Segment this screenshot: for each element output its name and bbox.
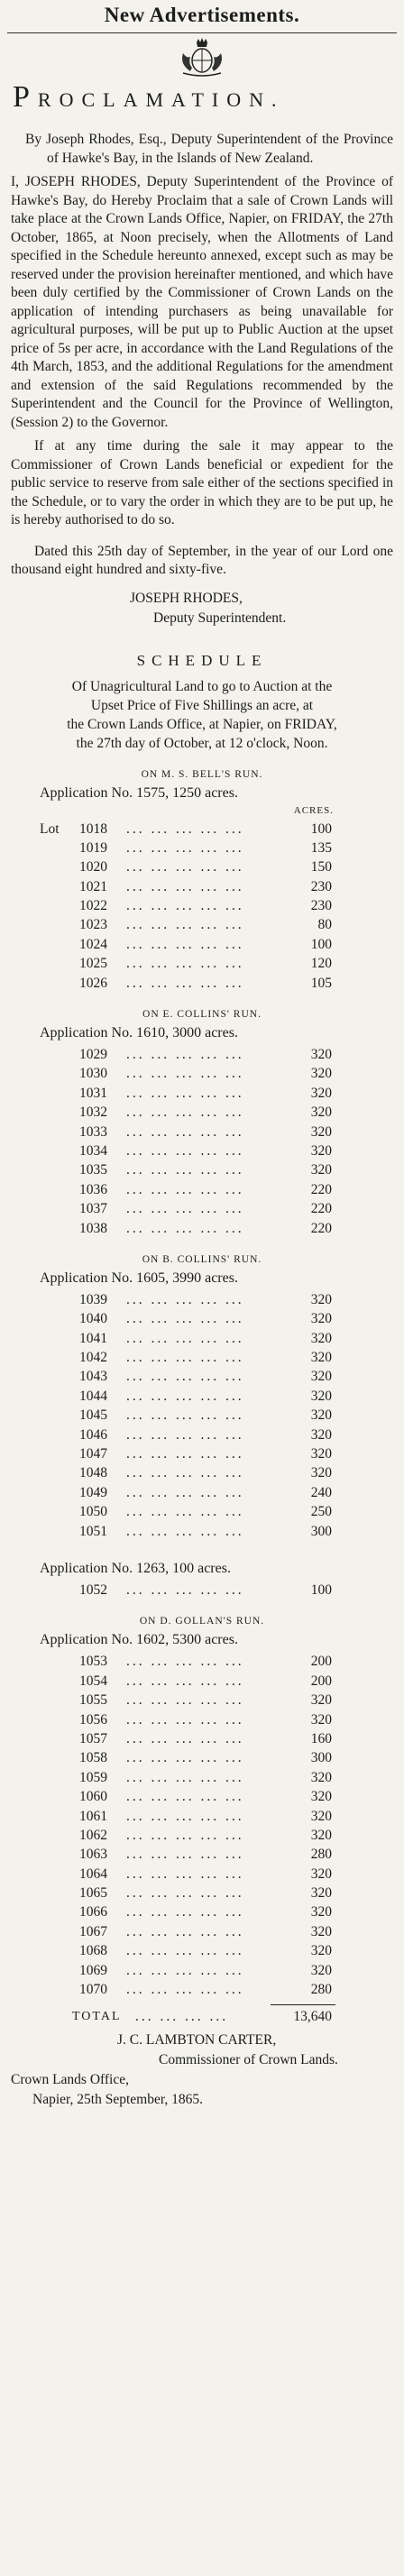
schedule-subtitle xyxy=(11,677,393,753)
lot-acres: 220 xyxy=(310,1181,332,1197)
leader-dots: ... ... ... ... ... xyxy=(126,1885,244,1902)
lot-row xyxy=(0,1103,404,1122)
lot-number: 1070 xyxy=(79,1982,107,1998)
lot-number: 1032 xyxy=(79,1105,107,1121)
leader-dots: ... ... ... ... ... xyxy=(126,1181,244,1197)
lot-acres: 320 xyxy=(310,1885,332,1902)
leader-dots: ... ... ... ... ... xyxy=(126,1866,244,1882)
leader-dots: ... ... ... ... ... xyxy=(126,1692,244,1709)
lot-acres: 320 xyxy=(310,1866,332,1882)
proclamation-heading xyxy=(13,80,404,115)
lot-acres: 320 xyxy=(310,1827,332,1843)
masthead-rule xyxy=(7,32,397,33)
lot-acres: 150 xyxy=(310,859,332,875)
lot-row xyxy=(0,1729,404,1748)
leader-dots: ... ... ... ... ... xyxy=(126,1484,244,1500)
lot-row xyxy=(0,1329,404,1348)
total-value: 13,640 xyxy=(293,2009,332,2025)
lot-number: 1025 xyxy=(79,956,107,972)
lot-acres: 320 xyxy=(310,1692,332,1709)
leader-dots: ... ... ... ... ... xyxy=(126,1407,244,1424)
lot-acres: 300 xyxy=(310,1523,332,1539)
schedule-subtitle-line: Upset Price of Five Shillings an acre, at xyxy=(90,697,314,713)
leader-dots: ... ... ... ... ... xyxy=(126,1201,244,1217)
lot-acres: 320 xyxy=(310,1047,332,1063)
lot-acres: 320 xyxy=(310,1085,332,1101)
lot-number: 1052 xyxy=(79,1582,107,1598)
lot-number: 1023 xyxy=(79,917,107,933)
application-line: Application No. 1575, 1250 acres. xyxy=(40,784,238,801)
leader-dots: ... ... ... ... ... xyxy=(126,1465,244,1481)
leader-dots: ... ... ... ... ... xyxy=(126,1291,244,1307)
lot-number: 1019 xyxy=(79,839,107,856)
lot-number: 1040 xyxy=(79,1311,107,1327)
lot-number: 1031 xyxy=(79,1085,107,1101)
lot-number: 1039 xyxy=(79,1291,107,1307)
signatory-name: JOSEPH RHODES, xyxy=(130,590,243,606)
lot-row xyxy=(0,1290,404,1309)
leader-dots: ... ... ... ... ... xyxy=(126,878,244,894)
lot-number: 1045 xyxy=(79,1407,107,1424)
leader-dots: ... ... ... ... ... xyxy=(126,1582,244,1598)
leader-dots: ... ... ... ... ... xyxy=(126,1523,244,1539)
place-date-line: Napier, 25th September, 1865. xyxy=(32,2092,204,2108)
lot-number: 1043 xyxy=(79,1369,107,1385)
leader-dots: ... ... ... ... ... xyxy=(126,1847,244,1863)
dated-paragraph: Dated this 25th day of September, in the year of our Lord one thousand eight hundred and sixty-five. xyxy=(11,543,393,577)
schedule-title: SCHEDULE xyxy=(136,651,268,669)
lot-acres: 80 xyxy=(317,917,332,933)
lot-row xyxy=(0,877,404,896)
lot-number: 1029 xyxy=(79,1047,107,1063)
proclamation-body: I, JOSEPH RHODES, Deputy Superintendent of the Province of Hawke's Bay, do Hereby Proclaim that a sale of Crown Lands will take place at the Crown Lands Office, Napier, on FRIDAY, the 27th October, 1865, at Noon precisely, when the Allotments of Land specified in the Schedule hereunto annexed, except such as may be reserved under the provision hereinafter mentioned, and which have been duly certified by the Commissioner of Crown Lands on the application of intending purchasers as being unavailable for agricultural purposes, will be put up to Public Auction at the upset price of 5s per acre, in accordance with the Land Regulations of the 4th March, 1853, and the additional Regulations for the amendment and extension of the said Regulations recommended by the Superintendent and the Council for the Province of Wellington, (Session 2) to the Governor. xyxy=(11,174,393,430)
lot-row xyxy=(0,1710,404,1729)
proclamation-initial: P xyxy=(13,80,38,114)
lot-acres: 320 xyxy=(310,1162,332,1178)
application-line: Application No. 1605, 3990 acres. xyxy=(40,1270,238,1286)
lot-row xyxy=(0,1367,404,1386)
lot-row xyxy=(0,1219,404,1238)
leader-dots: ... ... ... ... ... xyxy=(126,1504,244,1520)
lot-number: 1049 xyxy=(79,1484,107,1500)
lot-number: 1061 xyxy=(79,1808,107,1824)
footer-signature xyxy=(0,2031,404,2110)
application-line: Application No. 1610, 3000 acres. xyxy=(40,1025,238,1041)
lot-row xyxy=(0,1406,404,1425)
lot-row xyxy=(0,935,404,954)
total-row xyxy=(0,2005,404,2029)
lot-acres: 320 xyxy=(310,1123,332,1140)
lot-number: 1046 xyxy=(79,1426,107,1443)
lot-row xyxy=(0,1980,404,1999)
lot-acres: 320 xyxy=(310,1311,332,1327)
schedule-runs xyxy=(0,769,404,2000)
lot-number: 1058 xyxy=(79,1750,107,1766)
leader-dots: ... ... ... ... ... xyxy=(126,1123,244,1140)
lot-acres: 320 xyxy=(310,1369,332,1385)
leader-dots: ... ... ... ... ... xyxy=(126,1369,244,1385)
lot-acres: 100 xyxy=(310,936,332,952)
lot-acres: 320 xyxy=(310,1769,332,1785)
lot-acres: 320 xyxy=(310,1350,332,1366)
lot-row xyxy=(0,1826,404,1845)
lot-acres: 320 xyxy=(310,1808,332,1824)
lot-row xyxy=(0,1348,404,1367)
lot-row xyxy=(0,1884,404,1902)
royal-crest-icon xyxy=(170,37,234,77)
lot-number: 1055 xyxy=(79,1692,107,1709)
lot-row xyxy=(0,857,404,876)
leader-dots: ... ... ... ... ... xyxy=(126,1654,244,1670)
lot-acres: 320 xyxy=(310,1066,332,1082)
lot-row xyxy=(0,1922,404,1941)
leader-dots: ... ... ... ... ... xyxy=(126,1923,244,1939)
lot-number: 1057 xyxy=(79,1730,107,1746)
leader-dots: ... ... ... ... ... xyxy=(126,1388,244,1404)
lot-row xyxy=(0,1199,404,1218)
lot-acres: 220 xyxy=(310,1220,332,1236)
run-heading: ON D. GOLLAN'S RUN. xyxy=(139,1616,265,1627)
lot-acres: 160 xyxy=(310,1730,332,1746)
lot-acres: 320 xyxy=(310,1142,332,1159)
lot-row xyxy=(0,1426,404,1444)
leader-dots: ... ... ... ... ... xyxy=(126,820,244,837)
lot-row xyxy=(0,1180,404,1199)
leader-dots: ... ... ... ... ... xyxy=(126,1789,244,1805)
leader-dots: ... ... ... ... ... xyxy=(126,1446,244,1462)
lot-row xyxy=(0,1045,404,1064)
lot-number: 1066 xyxy=(79,1904,107,1921)
leader-dots: ... ... ... ... ... xyxy=(126,859,244,875)
lot-acres: 320 xyxy=(310,1923,332,1939)
lot-number: 1069 xyxy=(79,1962,107,1978)
lot-number: 1056 xyxy=(79,1711,107,1728)
lot-row xyxy=(0,1084,404,1103)
lot-acres: 200 xyxy=(310,1673,332,1689)
lot-number: 1041 xyxy=(79,1330,107,1346)
lot-row xyxy=(0,1902,404,1921)
lot-number: 1020 xyxy=(79,859,107,875)
office-line: Crown Lands Office, xyxy=(11,2072,130,2088)
application-line: Application No. 1602, 5300 acres. xyxy=(40,1632,238,1648)
lot-number: 1047 xyxy=(79,1446,107,1462)
lot-row xyxy=(0,1807,404,1826)
leader-dots: ... ... ... ... ... xyxy=(126,1085,244,1101)
lot-number: 1033 xyxy=(79,1123,107,1140)
lot-number: 1036 xyxy=(79,1181,107,1197)
leader-dots: ... ... ... ... ... xyxy=(126,1311,244,1327)
acres-header xyxy=(0,805,404,820)
leader-dots: ... ... ... ... ... xyxy=(126,936,244,952)
run-heading: ON E. COLLINS' RUN. xyxy=(142,1009,262,1021)
lot-acres: 320 xyxy=(310,1426,332,1443)
lot-acres: 250 xyxy=(310,1504,332,1520)
lot-row xyxy=(0,1483,404,1502)
leader-dots: ... ... ... ... ... xyxy=(126,1982,244,1998)
lot-row xyxy=(0,1160,404,1179)
lot-number: 1064 xyxy=(79,1866,107,1882)
lot-acres: 230 xyxy=(310,898,332,914)
lot-row xyxy=(0,1652,404,1671)
lot-row xyxy=(0,1141,404,1160)
lot-row xyxy=(0,1387,404,1406)
lot-acres: 320 xyxy=(310,1291,332,1307)
leader-dots: ... ... ... ... ... xyxy=(126,1769,244,1785)
lot-label: Lot xyxy=(40,820,60,837)
lot-number: 1065 xyxy=(79,1885,107,1902)
leader-dots: ... ... ... ... ... xyxy=(126,917,244,933)
lot-acres: 280 xyxy=(310,1982,332,1998)
leader-dots: ... ... ... ... ... xyxy=(126,1047,244,1063)
signature-block xyxy=(117,589,404,628)
leader-dots: ... ... ... ... ... xyxy=(126,1105,244,1121)
lot-number: 1022 xyxy=(79,898,107,914)
lot-number: 1059 xyxy=(79,1769,107,1785)
lot-row xyxy=(0,1064,404,1083)
lot-number: 1038 xyxy=(79,1220,107,1236)
lot-number: 1068 xyxy=(79,1943,107,1959)
lot-acres: 320 xyxy=(310,1105,332,1121)
lot-acres: 300 xyxy=(310,1750,332,1766)
reservation-paragraph: If at any time during the sale it may appear to the Commissioner of Crown Lands beneficial or expedient for the public service to reserve from sale either of the sections specified in the Schedule, or to vary the order in which they are to be put up, he is hereby authorised to do so. xyxy=(11,438,393,527)
leader-dots: ... ... ... ... ... xyxy=(126,1426,244,1443)
lot-acres: 320 xyxy=(310,1465,332,1481)
lot-row xyxy=(0,820,404,839)
commissioner-title: Commissioner of Crown Lands. xyxy=(159,2052,338,2068)
lot-row xyxy=(0,1444,404,1463)
lot-acres: 280 xyxy=(310,1847,332,1863)
lot-number: 1063 xyxy=(79,1847,107,1863)
lot-number: 1035 xyxy=(79,1162,107,1178)
leader-dots: ... ... ... ... ... xyxy=(126,975,244,991)
total-dots: ... ... ... ... xyxy=(135,2009,229,2025)
lot-acres: 320 xyxy=(310,1330,332,1346)
lot-row xyxy=(0,839,404,857)
lot-row xyxy=(0,974,404,993)
lot-acres: 200 xyxy=(310,1654,332,1670)
lot-acres: 320 xyxy=(310,1446,332,1462)
lot-acres: 100 xyxy=(310,1582,332,1598)
proclamation-rest: ROCLAMATION. xyxy=(37,88,285,111)
lot-number: 1042 xyxy=(79,1350,107,1366)
commissioner-name: J. C. LAMBTON CARTER, xyxy=(117,2032,277,2049)
lot-row xyxy=(0,1768,404,1787)
lot-acres: 320 xyxy=(310,1388,332,1404)
lot-number: 1044 xyxy=(79,1388,107,1404)
leader-dots: ... ... ... ... ... xyxy=(126,956,244,972)
schedule-subtitle-line: the 27th day of October, at 12 o'clock, Noon. xyxy=(76,735,328,751)
lot-row xyxy=(0,1941,404,1960)
lot-number: 1026 xyxy=(79,975,107,991)
signatory-title: Deputy Superintendent. xyxy=(153,610,287,626)
lot-row xyxy=(0,1123,404,1141)
lot-row xyxy=(0,1309,404,1328)
lot-number: 1050 xyxy=(79,1504,107,1520)
lot-row xyxy=(0,1691,404,1710)
lot-row xyxy=(0,1502,404,1521)
lot-number: 1024 xyxy=(79,936,107,952)
leader-dots: ... ... ... ... ... xyxy=(126,898,244,914)
leader-dots: ... ... ... ... ... xyxy=(126,1711,244,1728)
lot-number: 1030 xyxy=(79,1066,107,1082)
acres-header-label: ACRES. xyxy=(293,804,334,816)
lot-acres: 320 xyxy=(310,1904,332,1921)
lot-row xyxy=(0,896,404,915)
lot-acres: 105 xyxy=(310,975,332,991)
lot-acres: 100 xyxy=(310,820,332,837)
lot-number: 1060 xyxy=(79,1789,107,1805)
total-label: TOTAL xyxy=(72,2010,122,2024)
lot-number: 1062 xyxy=(79,1827,107,1843)
leader-dots: ... ... ... ... ... xyxy=(126,1162,244,1178)
run-heading: ON B. COLLINS' RUN. xyxy=(142,1253,262,1265)
lot-acres: 220 xyxy=(310,1201,332,1217)
masthead-title: New Advertisements. xyxy=(104,4,300,26)
lot-row xyxy=(0,1748,404,1767)
lot-row xyxy=(0,1581,404,1600)
lot-row xyxy=(0,1787,404,1806)
lot-row xyxy=(0,954,404,973)
lot-acres: 240 xyxy=(310,1484,332,1500)
lot-row xyxy=(0,1845,404,1864)
leader-dots: ... ... ... ... ... xyxy=(126,1904,244,1921)
leader-dots: ... ... ... ... ... xyxy=(126,1142,244,1159)
lot-number: 1034 xyxy=(79,1142,107,1159)
leader-dots: ... ... ... ... ... xyxy=(126,1350,244,1366)
lot-acres: 320 xyxy=(310,1407,332,1424)
lot-number: 1051 xyxy=(79,1523,107,1539)
schedule-subtitle-line: Of Unagricultural Land to go to Auction at the xyxy=(71,678,333,694)
lot-number: 1048 xyxy=(79,1465,107,1481)
leader-dots: ... ... ... ... ... xyxy=(126,1943,244,1959)
lot-number: 1067 xyxy=(79,1923,107,1939)
lot-acres: 320 xyxy=(310,1789,332,1805)
run-heading: ON M. S. BELL'S RUN. xyxy=(141,768,263,780)
lot-acres: 320 xyxy=(310,1711,332,1728)
leader-dots: ... ... ... ... ... xyxy=(126,1827,244,1843)
lot-row xyxy=(0,1463,404,1482)
run-spacer xyxy=(0,1541,404,1555)
lot-number: 1018 xyxy=(79,820,107,837)
lot-number: 1021 xyxy=(79,878,107,894)
lot-row xyxy=(0,1961,404,1980)
application-line: Application No. 1263, 100 acres. xyxy=(40,1561,231,1576)
schedule-subtitle-line: the Crown Lands Office, at Napier, on FRIDAY, xyxy=(67,716,337,732)
lot-number: 1054 xyxy=(79,1673,107,1689)
leader-dots: ... ... ... ... ... xyxy=(126,1962,244,1978)
lot-row xyxy=(0,1522,404,1541)
lot-number: 1037 xyxy=(79,1201,107,1217)
leader-dots: ... ... ... ... ... xyxy=(126,1730,244,1746)
leader-dots: ... ... ... ... ... xyxy=(126,1750,244,1766)
leader-dots: ... ... ... ... ... xyxy=(126,1066,244,1082)
leader-dots: ... ... ... ... ... xyxy=(126,1220,244,1236)
lot-row xyxy=(0,1672,404,1691)
leader-dots: ... ... ... ... ... xyxy=(126,1808,244,1824)
lot-row xyxy=(0,1865,404,1884)
lot-number: 1053 xyxy=(79,1654,107,1670)
lot-acres: 320 xyxy=(310,1943,332,1959)
lot-acres: 230 xyxy=(310,878,332,894)
lot-acres: 135 xyxy=(310,839,332,856)
lot-acres: 120 xyxy=(310,956,332,972)
lot-acres: 320 xyxy=(310,1962,332,1978)
leader-dots: ... ... ... ... ... xyxy=(126,839,244,856)
intro-paragraph: By Joseph Rhodes, Esq., Deputy Superintendent of the Province of Hawke's Bay, in the Islands of New Zealand. xyxy=(25,132,393,166)
leader-dots: ... ... ... ... ... xyxy=(126,1330,244,1346)
leader-dots: ... ... ... ... ... xyxy=(126,1673,244,1689)
lot-row xyxy=(0,915,404,934)
